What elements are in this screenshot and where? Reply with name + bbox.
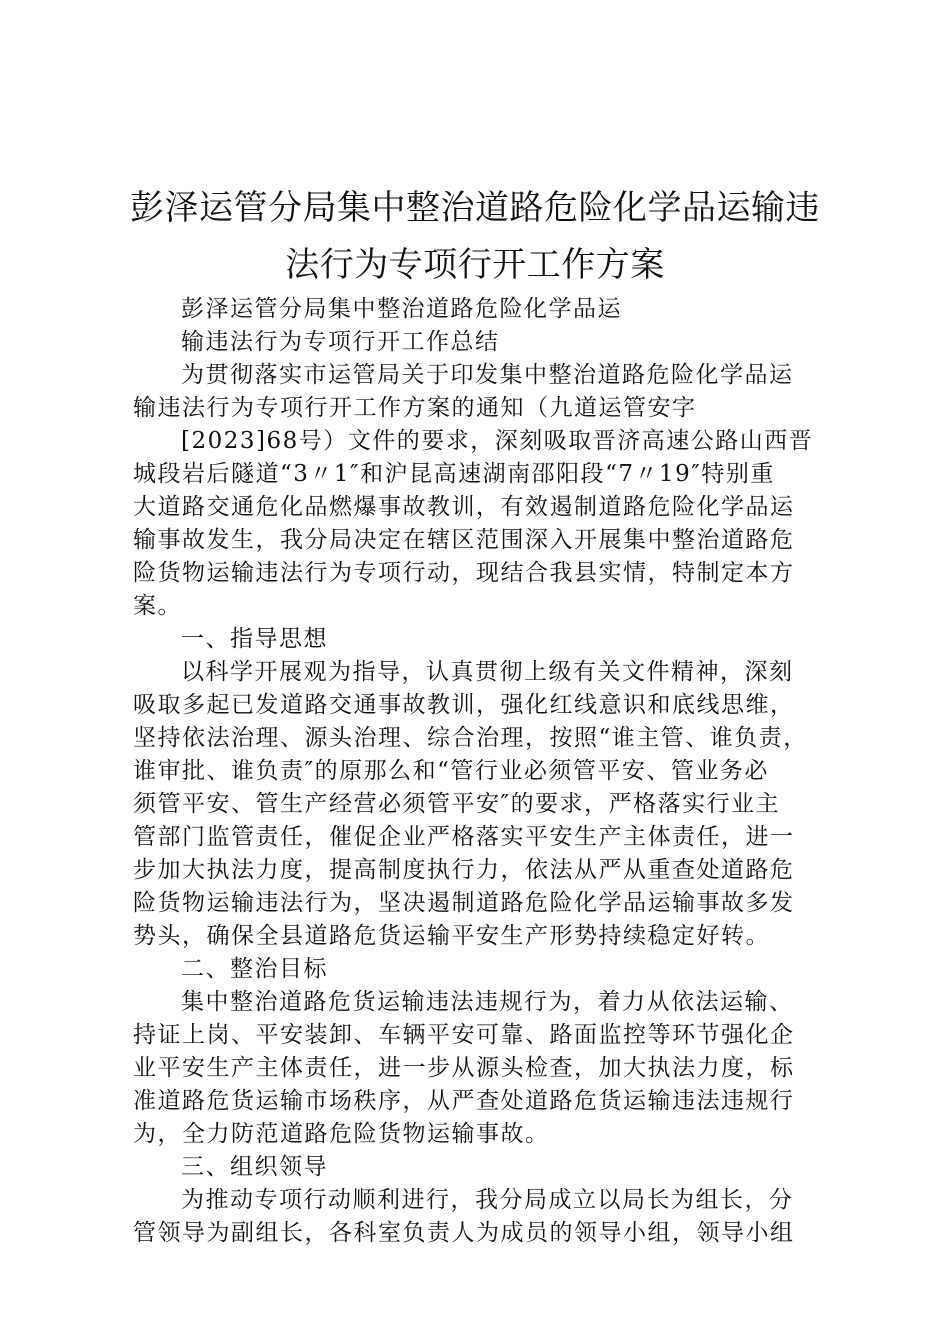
paragraph-line: 集中整治道路危货运输违法违规行为，着力从依法运输、: [181, 989, 794, 1015]
section-heading: 一、指导思想: [181, 626, 328, 652]
section-heading: 二、整治目标: [181, 956, 328, 982]
section-heading: 三、组织领导: [181, 1154, 328, 1180]
paragraph-line: 输事故发生，我分局决定在辖区范围深入开展集中整治道路危: [133, 527, 795, 553]
paragraph-line: 管领导为副组长，各科室负责人为成员的领导小组，领导小组: [133, 1220, 795, 1246]
paragraph-line: 险货物运输违法行为专项行动，现结合我县实情，特制定本方: [133, 560, 795, 586]
paragraph-line: 谁审批、谁负责″的原那么和“管行业必须管平安、管业务必: [133, 758, 769, 784]
paragraph-line: 吸取多起已发道路交通事故教训，强化红线意识和底线思维，: [133, 692, 795, 718]
paragraph-line: 为推动专项行动顺利进行，我分局成立以局长为组长，分: [181, 1187, 794, 1213]
paragraph-line: [2023]68号）文件的要求，深刻吸取晋济高速公路山西晋: [181, 428, 814, 454]
subtitle-line: 输违法行为专项行开工作总结: [181, 329, 500, 355]
paragraph-line: 城段岩后隧道“3〃1″和沪昆高速湖南邵阳段“7〃19″特别重: [133, 461, 775, 487]
paragraph-line: 大道路交通危化品燃爆事故教训，有效遏制道路危险化学品运: [133, 494, 795, 520]
paragraph-line: 持证上岗、平安装卸、车辆平安可靠、路面监控等环节强化企: [133, 1022, 795, 1048]
paragraph-line: 势头，确保全县道路危货运输平安生产形势持续稳定好转。: [133, 923, 770, 949]
paragraph-line: 须管平安、管生产经营必须管平安″的要求，严格落实行业主: [133, 791, 781, 817]
paragraph-line: 准道路危货运输市场秩序，从严查处道路危货运输违法违规行: [133, 1088, 795, 1114]
paragraph-line: 险货物运输违法行为，坚决遏制道路危险化学品运输事故多发: [133, 890, 795, 916]
document-title-line-2: 法行为专项行开工作方案: [285, 245, 665, 285]
paragraph-line: 案。: [133, 593, 182, 619]
document-title-line-1: 彭泽运管分局集中整治道路危险化学品运输违: [130, 188, 820, 228]
paragraph-line: 业平安生产主体责任，进一步从源头检查，加大执法力度，标: [133, 1055, 795, 1081]
paragraph-line: 管部门监管责任，催促企业严格落实平安生产主体责任，进一: [133, 824, 795, 850]
paragraph-line: 以科学开展观为指导，认真贯彻上级有关文件精神，深刻: [181, 659, 794, 685]
paragraph-line: 步加大执法力度，提高制度执行力，依法从严从重查处道路危: [133, 857, 795, 883]
paragraph-line: 输违法行为专项行开工作方案的通知（九道运管安字: [133, 395, 697, 421]
paragraph-line: 坚持依法治理、源头治理、综合治理，按照“谁主管、谁负责，: [133, 725, 808, 751]
paragraph-line: 为贯彻落实市运管局关于印发集中整治道路危险化学品运: [181, 362, 794, 388]
subtitle-line: 彭泽运管分局集中整治道路危险化学品运: [181, 296, 622, 322]
paragraph-line: 为，全力防范道路危险货物运输事故。: [133, 1121, 550, 1147]
